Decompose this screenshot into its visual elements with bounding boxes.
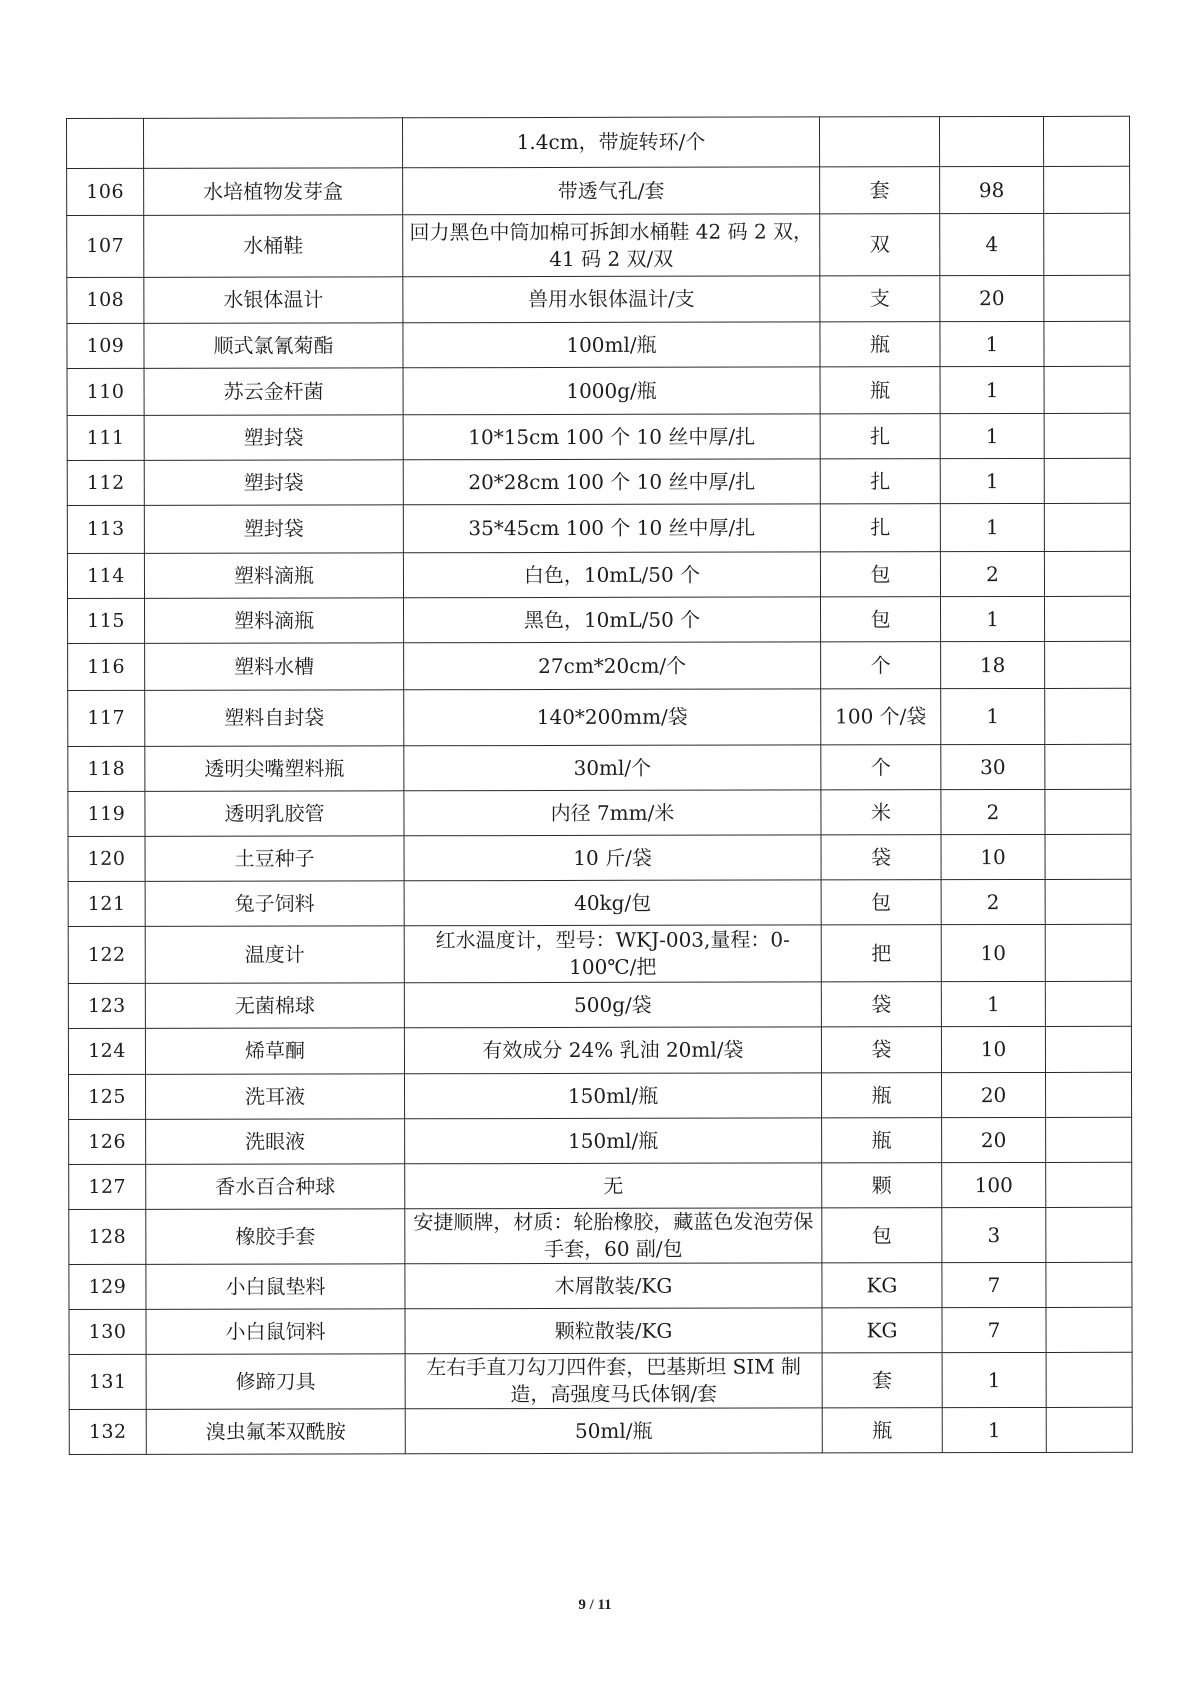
item-note	[1045, 1026, 1131, 1072]
item-quantity: 98	[940, 166, 1044, 213]
item-note	[1046, 1307, 1132, 1352]
item-unit: 瓶	[822, 1118, 942, 1163]
item-name: 小白鼠垫料	[146, 1264, 405, 1310]
item-name: 溴虫氟苯双酰胺	[146, 1409, 405, 1455]
item-number: 132	[69, 1409, 146, 1454]
table-row	[68, 1026, 1131, 1074]
item-note	[1044, 551, 1130, 596]
item-name: 塑料滴瓶	[145, 598, 404, 644]
table-row	[69, 1207, 1132, 1264]
item-unit: 套	[820, 167, 940, 214]
item-quantity: 1	[942, 1407, 1046, 1452]
item-number: 131	[69, 1354, 146, 1409]
item-number: 115	[68, 598, 145, 643]
item-quantity: 1	[942, 1352, 1046, 1407]
item-spec: 左右手直刀勾刀四件套，巴基斯坦 SIM 制造，高强度马氏体钢/套	[405, 1353, 822, 1409]
item-name	[144, 118, 403, 169]
item-number: 123	[68, 983, 145, 1028]
item-note	[1045, 641, 1131, 688]
item-number: 110	[67, 368, 144, 415]
table-row	[67, 413, 1130, 460]
item-note	[1046, 1407, 1132, 1452]
item-quantity: 7	[942, 1262, 1046, 1307]
item-quantity: 1	[940, 321, 1044, 366]
item-number: 112	[67, 460, 144, 505]
item-quantity: 30	[941, 744, 1045, 789]
item-quantity: 1	[941, 688, 1045, 744]
item-spec: 50ml/瓶	[405, 1408, 822, 1454]
item-number: 121	[68, 881, 145, 926]
item-spec: 内径 7mm/米	[404, 790, 821, 836]
table-row	[68, 596, 1131, 643]
item-spec: 木屑散装/KG	[405, 1263, 822, 1309]
item-spec: 兽用水银体温计/支	[403, 276, 820, 323]
item-number: 108	[67, 277, 144, 323]
item-name: 水培植物发芽盒	[144, 168, 403, 216]
item-number: 111	[67, 415, 144, 460]
item-quantity: 20	[940, 275, 1044, 321]
item-number: 113	[67, 505, 144, 553]
item-quantity: 2	[940, 551, 1044, 596]
item-name: 顺式氯氰菊酯	[144, 323, 403, 369]
item-spec: 500g/袋	[404, 982, 821, 1028]
item-spec: 红水温度计，型号：WKJ-003,量程：0-100℃/把	[404, 925, 821, 983]
item-note	[1046, 1262, 1132, 1307]
item-number: 117	[68, 690, 145, 746]
item-note	[1046, 1352, 1132, 1407]
item-spec: 140*200mm/袋	[404, 689, 821, 746]
item-spec: 10*15cm 100 个 10 丝中厚/扎	[403, 414, 820, 460]
item-quantity: 100	[942, 1162, 1046, 1207]
item-number: 130	[69, 1309, 146, 1354]
table-row	[68, 924, 1131, 983]
table-row	[67, 166, 1130, 215]
item-number: 116	[68, 643, 145, 690]
item-number: 124	[68, 1028, 145, 1074]
item-unit: 包	[821, 597, 941, 642]
item-note	[1046, 1117, 1132, 1162]
item-note	[1043, 116, 1129, 166]
item-name: 透明乳胶管	[145, 791, 404, 837]
table-row	[68, 789, 1131, 836]
item-spec: 1000g/瓶	[403, 367, 820, 415]
item-note	[1044, 166, 1130, 213]
item-number: 126	[69, 1119, 146, 1164]
item-name: 洗眼液	[146, 1119, 405, 1165]
item-name: 塑料滴瓶	[144, 553, 403, 599]
item-note	[1044, 458, 1130, 503]
table-row	[68, 641, 1131, 690]
item-note	[1044, 503, 1130, 551]
item-spec: 有效成分 24% 乳油 20ml/袋	[404, 1027, 821, 1074]
item-quantity: 2	[941, 789, 1045, 834]
item-unit: 袋	[821, 1027, 941, 1073]
procurement-table	[66, 116, 1133, 1455]
item-unit: 支	[820, 276, 940, 322]
item-spec: 安捷顺牌，材质：轮胎橡胶，藏蓝色发泡劳保手套，60 副/包	[405, 1208, 822, 1264]
item-unit: 扎	[820, 504, 940, 552]
table-row	[67, 366, 1130, 415]
item-unit: 包	[820, 552, 940, 597]
item-unit: 瓶	[822, 1408, 942, 1453]
item-spec: 27cm*20cm/个	[404, 642, 821, 690]
item-number: 107	[67, 215, 144, 277]
item-number: 120	[68, 836, 145, 881]
table-row	[69, 1262, 1132, 1309]
item-name: 水银体温计	[144, 277, 403, 324]
item-unit: 套	[822, 1353, 942, 1408]
table-row	[68, 834, 1131, 881]
item-quantity: 1	[940, 366, 1044, 413]
item-number: 106	[67, 168, 144, 215]
item-quantity: 1	[940, 413, 1044, 458]
item-number: 122	[68, 926, 145, 983]
item-unit: 袋	[821, 982, 941, 1027]
table-body	[67, 116, 1133, 1454]
table-row	[69, 1352, 1132, 1409]
item-quantity: 10	[941, 924, 1045, 981]
item-name: 水桶鞋	[144, 215, 403, 278]
item-quantity: 1	[941, 981, 1045, 1026]
item-note	[1044, 366, 1130, 413]
page-number: 9 / 11	[578, 1597, 612, 1613]
table-row	[67, 116, 1130, 168]
item-note	[1046, 1207, 1132, 1262]
item-note	[1044, 321, 1130, 366]
item-quantity: 7	[942, 1307, 1046, 1352]
item-spec: 35*45cm 100 个 10 丝中厚/扎	[403, 504, 820, 553]
item-spec: 40kg/包	[404, 880, 821, 926]
item-number: 129	[69, 1264, 146, 1309]
item-spec: 150ml/瓶	[405, 1118, 822, 1164]
item-spec: 30ml/个	[404, 745, 821, 791]
item-number: 109	[67, 323, 144, 368]
item-name: 香水百合种球	[146, 1164, 405, 1210]
item-name: 橡胶手套	[146, 1209, 405, 1265]
item-number: 119	[68, 791, 145, 836]
item-name: 塑料自封袋	[145, 690, 404, 747]
item-number: 114	[67, 553, 144, 598]
item-spec: 20*28cm 100 个 10 丝中厚/扎	[403, 459, 820, 505]
item-unit: 扎	[820, 459, 940, 504]
item-number: 125	[69, 1074, 146, 1119]
item-quantity: 3	[942, 1207, 1046, 1262]
item-unit: 包	[822, 1208, 942, 1263]
table-row	[67, 321, 1130, 368]
item-note	[1045, 924, 1131, 981]
item-name: 塑封袋	[144, 415, 403, 461]
table-row	[69, 1307, 1132, 1354]
item-spec: 1.4cm，带旋转环/个	[403, 117, 820, 168]
item-unit: 包	[821, 880, 941, 925]
item-unit: 个	[821, 642, 941, 689]
item-spec: 10 斤/袋	[404, 835, 821, 881]
item-name: 烯草酮	[145, 1028, 404, 1075]
item-note	[1045, 596, 1131, 641]
item-unit: 100 个/袋	[821, 689, 941, 745]
table-row	[68, 688, 1131, 746]
item-note	[1044, 213, 1130, 275]
table-row	[68, 879, 1131, 926]
item-name: 兔子饲料	[145, 881, 404, 927]
item-note	[1045, 834, 1131, 879]
item-unit: 袋	[821, 835, 941, 880]
item-note	[1045, 789, 1131, 834]
item-spec: 150ml/瓶	[405, 1073, 822, 1119]
item-spec: 颗粒散装/KG	[405, 1308, 822, 1354]
item-note	[1045, 744, 1131, 789]
table-row	[69, 1407, 1132, 1454]
item-unit: KG	[822, 1263, 942, 1308]
item-name: 温度计	[145, 926, 404, 984]
item-unit: 双	[820, 214, 940, 276]
item-name: 塑料水槽	[145, 643, 404, 691]
item-note	[1046, 1072, 1132, 1117]
item-name: 修蹄刀具	[146, 1354, 405, 1410]
item-unit: 瓶	[820, 367, 940, 414]
item-unit: 瓶	[822, 1073, 942, 1118]
table-row	[67, 275, 1130, 323]
item-unit: 米	[821, 790, 941, 835]
item-spec: 100ml/瓶	[403, 322, 820, 368]
item-unit: KG	[822, 1308, 942, 1353]
item-quantity: 20	[942, 1072, 1046, 1117]
item-quantity: 2	[941, 879, 1045, 924]
item-unit	[819, 117, 939, 167]
item-spec: 白色，10mL/50 个	[403, 552, 820, 598]
item-name: 无菌棉球	[145, 983, 404, 1029]
table-row	[68, 744, 1131, 791]
table-row	[69, 1072, 1132, 1119]
item-name: 苏云金杆菌	[144, 368, 403, 416]
item-name: 透明尖嘴塑料瓶	[145, 746, 404, 792]
item-spec: 黑色，10mL/50 个	[404, 597, 821, 643]
item-name: 塑封袋	[144, 505, 403, 554]
table-row	[67, 458, 1130, 505]
table-row	[68, 981, 1131, 1028]
table-row	[69, 1117, 1132, 1164]
item-spec: 回力黑色中筒加棉可拆卸水桶鞋 42 码 2 双，41 码 2 双/双	[403, 214, 820, 277]
item-name: 塑封袋	[144, 460, 403, 506]
item-unit: 颗	[822, 1163, 942, 1208]
item-name: 洗耳液	[146, 1074, 405, 1120]
item-name: 土豆种子	[145, 836, 404, 882]
table-row	[67, 503, 1130, 553]
item-number: 118	[68, 746, 145, 791]
table-row	[69, 1162, 1132, 1209]
item-number: 128	[69, 1209, 146, 1264]
item-quantity: 18	[941, 641, 1045, 688]
item-spec: 无	[405, 1163, 822, 1209]
item-quantity: 1	[940, 503, 1044, 551]
item-quantity: 10	[941, 834, 1045, 879]
table-row	[67, 213, 1130, 277]
item-quantity: 1	[940, 458, 1044, 503]
item-quantity	[939, 116, 1043, 166]
item-spec: 带透气孔/套	[403, 167, 820, 215]
item-note	[1044, 413, 1130, 458]
item-unit: 个	[821, 745, 941, 790]
table-row	[67, 551, 1130, 598]
item-quantity: 20	[942, 1117, 1046, 1162]
item-quantity: 10	[941, 1026, 1045, 1072]
item-unit: 扎	[820, 414, 940, 459]
item-note	[1045, 688, 1131, 744]
item-note	[1045, 981, 1131, 1026]
item-unit: 把	[821, 925, 941, 982]
item-number	[67, 118, 144, 168]
item-unit: 瓶	[820, 322, 940, 367]
item-quantity: 4	[940, 213, 1044, 275]
item-note	[1045, 879, 1131, 924]
item-name: 小白鼠饲料	[146, 1309, 405, 1355]
item-note	[1044, 275, 1130, 321]
item-quantity: 1	[941, 596, 1045, 641]
item-note	[1046, 1162, 1132, 1207]
item-number: 127	[69, 1164, 146, 1209]
